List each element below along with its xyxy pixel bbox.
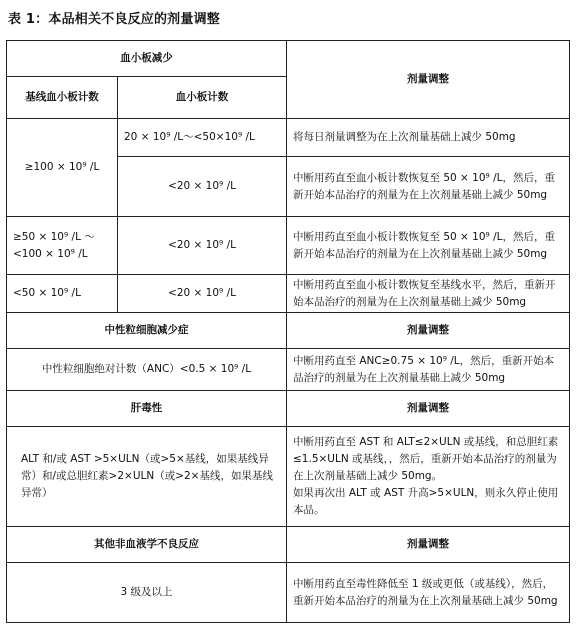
platelet-count-header: 血小板计数 bbox=[118, 77, 287, 119]
count-cell: 20 × 10⁹ /L～<50×10⁹ /L bbox=[118, 119, 287, 157]
dose-adjustment-table bbox=[6, 40, 570, 623]
other-condition: 3 级及以上 bbox=[7, 563, 287, 623]
table-row bbox=[7, 349, 570, 391]
table-row bbox=[7, 119, 570, 157]
hepatotoxicity-condition: ALT 和/或 AST >5×ULN（或>5×基线，如果基线异常）和/或总胆红素>2×ULN（或>2×基线，如果基线异常） bbox=[7, 427, 287, 527]
baseline-cell: ≥50 × 10⁹ /L ～<100 × 10⁹ /L bbox=[7, 217, 118, 275]
platelet-group-row bbox=[7, 41, 570, 77]
other-header: 其他非血液学不良反应 bbox=[7, 527, 287, 563]
hepatotoxicity-stop-paragraph: 如果再次出 ALT 或 AST 升高>5×ULN，则永久停止使用本品。 bbox=[293, 487, 559, 516]
platelet-group-header: 血小板减少 bbox=[7, 41, 287, 77]
baseline-platelet-header: 基线血小板计数 bbox=[7, 77, 118, 119]
neutropenia-dose: 中断用药直至 ANC≥0.75 × 10⁹ /L，然后，重新开始本品治疗的剂量为在上次剂量基础上减少 50mg bbox=[287, 349, 570, 391]
table-row bbox=[7, 217, 570, 275]
dose-cell: 中断用药直至血小板计数恢复至基线水平，然后，重新开始本品治疗的剂量为在上次剂量基础上减少 50mg bbox=[287, 275, 570, 313]
neutropenia-dose-header: 剂量调整 bbox=[287, 313, 570, 349]
dose-cell: 中断用药直至血小板计数恢复至 50 × 10⁹ /L，然后，重新开始本品治疗的剂量为在上次剂量基础上减少 50mg bbox=[287, 217, 570, 275]
other-header-row bbox=[7, 527, 570, 563]
hepatotoxicity-header: 肝毒性 bbox=[7, 391, 287, 427]
dose-cell: 将每日剂量调整为在上次剂量基础上减少 50mg bbox=[287, 119, 570, 157]
other-dose-header: 剂量调整 bbox=[287, 527, 570, 563]
table-row bbox=[7, 427, 570, 527]
baseline-cell: <50 × 10⁹ /L bbox=[7, 275, 118, 313]
other-dose: 中断用药直至毒性降低至 1 级或更低（或基线），然后，重新开始本品治疗的剂量为在上次剂量基础上减少 50mg bbox=[287, 563, 570, 623]
count-cell: <20 × 10⁹ /L bbox=[118, 157, 287, 217]
neutropenia-condition: 中性粒细胞绝对计数（ANC）<0.5 × 10⁹ /L bbox=[7, 349, 287, 391]
table-title: 表 1：本品相关不良反应的剂量调整 bbox=[8, 12, 220, 27]
platelet-dose-header: 剂量调整 bbox=[287, 41, 570, 119]
table-row bbox=[7, 275, 570, 313]
count-cell: <20 × 10⁹ /L bbox=[118, 217, 287, 275]
table-row bbox=[7, 563, 570, 623]
count-cell: <20 × 10⁹ /L bbox=[118, 275, 287, 313]
neutropenia-header-row bbox=[7, 313, 570, 349]
dose-cell: 中断用药直至血小板计数恢复至 50 × 10⁹ /L，然后，重新开始本品治疗的剂量为在上次剂量基础上减少 50mg bbox=[287, 157, 570, 217]
hepatotoxicity-dose-paragraph: 中断用药直至 AST 和 ALT≤2×ULN 或基线，和总胆红素≤1.5×ULN 或基线，，然后，重新开始本品治疗的剂量为在上次剂量基础上减少 50mg。 bbox=[293, 436, 559, 482]
baseline-cell: ≥100 × 10⁹ /L bbox=[7, 119, 118, 217]
hepatotoxicity-header-row bbox=[7, 391, 570, 427]
hepatotoxicity-dose bbox=[287, 427, 570, 527]
neutropenia-header: 中性粒细胞减少症 bbox=[7, 313, 287, 349]
hepatotoxicity-dose-header: 剂量调整 bbox=[287, 391, 570, 427]
